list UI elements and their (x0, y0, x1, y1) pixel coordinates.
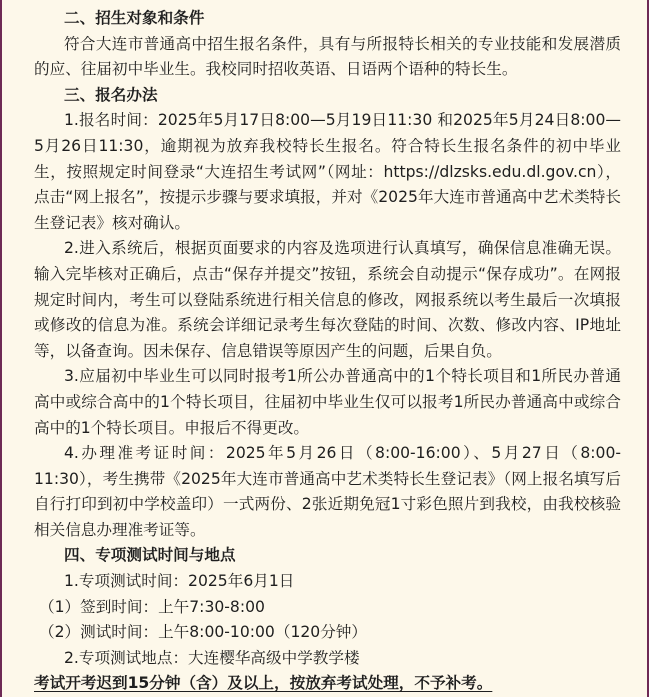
paragraph-system-entry: 2.进入系统后，根据页面要求的内容及选项进行认真填写，确保信息准确无误。输入完毕核对正确后，点击“保存并提交”按钮，系统会自动提示“保存成功”。在网报规定时间内，考生可以登陆系统进行相关信息的修改，网报系统以考生最后一次填报或修改的信息为准。系统会详细记录考生每次登陆的时间、次数、修改内容、IP地址等，以备查询。因未保存、信息错误等原因产生的问题，后果自负。 (34, 239, 621, 360)
paragraph-registration-time: 1.报名时间：2025年5月17日8:00—5月19日11:30 和2025年5月24日8:00—5月26日11:30，逾期视为放弃我校特长生报名。符合特长生报名条件的初中毕业生，按照规定时间登录“大连招生考试网”（网址：https://dlzsks.edu.dl.gov.cn），点击“网上报名”，按提示步骤与要求填报，并对《2025年大连市普通高中艺术类特长生登记表》核对确认。 (34, 111, 621, 232)
late-arrival-notice: 考试开考迟到15分钟（含）及以上，按放弃考试处理，不予补考。 (34, 674, 493, 693)
document-body (34, 6, 621, 697)
paragraph-admission-ticket: 4.办理准考证时间：2025年5月26日（8:00-16:00）、5月27日（8:00-11:30），考生携带《2025年大连市普通高中艺术类特长生登记表》（网上报名填写后自行打印到初中学校盖印）一式两份、2张近期免冠1寸彩色照片到我校，由我校核验相关信息办理准考证等。 (34, 444, 621, 539)
section-heading-registration: 三、报名办法 (64, 85, 158, 104)
check-in-time-line: （1）签到时间：上午7:30-8:00 (39, 597, 265, 616)
section-heading-test-time-place: 四、专项测试时间与地点 (64, 546, 236, 565)
paragraph-enrollment-conditions: 符合大连市普通高中招生报名条件，具有与所报特长相关的专业技能和发展潜质的应、往届初中毕业生。我校同时招收英语、日语两个语种的特长生。 (34, 34, 621, 79)
test-duration-line: （2）测试时间：上午8:00-10:00（120分钟） (39, 623, 367, 642)
paragraph-application-rules: 3.应届初中毕业生可以同时报考1所公办普通高中的1个特长项目和1所民办普通高中或综合高中的1个特长项目，往届初中毕业生仅可以报考1所民办普通高中或综合高中的1个特长项目。申报后不得更改。 (34, 367, 621, 437)
test-location-line: 2.专项测试地点：大连樱华高级中学教学楼 (64, 648, 360, 667)
test-time-line: 1.专项测试时间：2025年6月1日 (64, 572, 295, 591)
section-heading-enrollment-conditions: 二、招生对象和条件 (64, 9, 205, 27)
